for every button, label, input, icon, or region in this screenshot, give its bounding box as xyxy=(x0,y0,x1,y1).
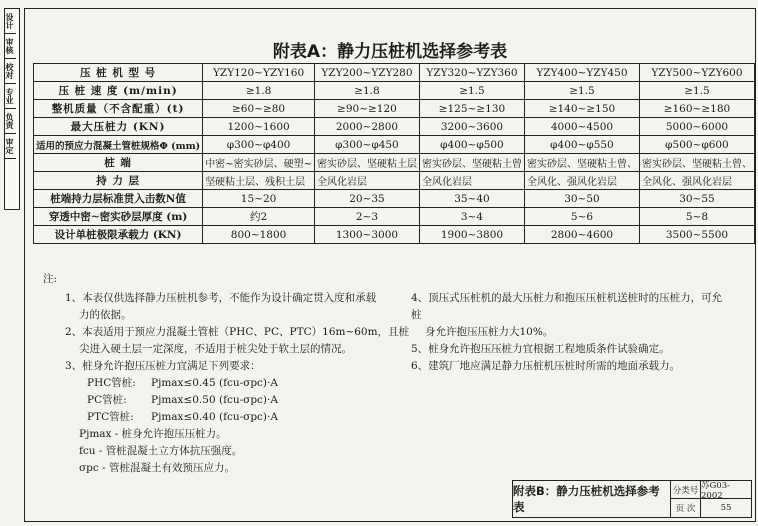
table-cell: 800~1800 xyxy=(203,226,315,244)
title-block xyxy=(512,480,752,518)
table-row xyxy=(34,154,755,172)
table-cell: ≥1.8 xyxy=(203,82,315,100)
table-cell: YZY320~YZY360 xyxy=(419,64,524,82)
row-label: 最大压桩力 (KN) xyxy=(34,118,203,136)
row-label: 整机质量（不含配重）(t) xyxy=(34,100,203,118)
strip-cell: 审定 xyxy=(5,134,16,159)
table-row xyxy=(34,226,755,244)
formula-expr: Pjmax≤0.45 (fcu-σpc)·A xyxy=(151,377,278,389)
formula-name: PHC管桩: xyxy=(87,377,136,389)
formula-row xyxy=(43,409,409,426)
note-text: 1、本表仅供选择静力压桩机参考，不能作为设计确定贯入度和承载 xyxy=(65,292,377,304)
table-cell: ≥60~≥80 xyxy=(203,100,315,118)
table-row xyxy=(34,136,755,154)
table-row xyxy=(34,100,755,118)
note-text: 力的依据。 xyxy=(79,309,132,321)
formula-expr: Pjmax≤0.40 (fcu-σpc)·A xyxy=(151,411,278,423)
table-row xyxy=(34,64,755,82)
row-label: 设计单桩极限承载力 (KN) xyxy=(34,226,203,244)
table-cell: 全风化、强风化岩层 xyxy=(524,172,639,190)
definition-text: fcu - 管桩混凝土立方体抗压强度。 xyxy=(79,445,243,457)
table-cell: YZY200~YZY280 xyxy=(314,64,419,82)
table-cell: 全风化岩层 xyxy=(314,172,419,190)
table-cell: ≥140~≥150 xyxy=(524,100,639,118)
table-cell: φ500~φ600 xyxy=(639,136,754,154)
note-text: 2、本表适用于预应力混凝土管桩（PHC、PC、PTC）16m~60m，且桩 xyxy=(65,326,410,338)
row-label: 压 桩 机 型 号 xyxy=(34,64,203,82)
strip-cell: 设计 xyxy=(5,9,16,34)
table-cell: 15~20 xyxy=(203,190,315,208)
table-cell: ≥1.5 xyxy=(419,82,524,100)
table-cell: YZY400~YZY450 xyxy=(524,64,639,82)
meta-label: 页 次 xyxy=(671,499,701,517)
strip-cell: 专业 xyxy=(5,84,16,109)
definition-text: Pjmax - 桩身允许抱压压桩力。 xyxy=(79,428,227,440)
table-cell: YZY500~YZY600 xyxy=(639,64,754,82)
table-cell: 4000~4500 xyxy=(524,118,639,136)
table-row xyxy=(34,190,755,208)
strip-cell: 负责 xyxy=(5,109,16,134)
note-text: 身允许抱压压桩力大10%。 xyxy=(425,326,554,338)
row-label: 桩 端 xyxy=(34,154,203,172)
table-cell: 30~55 xyxy=(639,190,754,208)
formula-row xyxy=(43,392,409,409)
approval-side-strip xyxy=(4,8,20,210)
meta-value: 苏G03-2002 xyxy=(701,481,751,499)
note-text: 5、桩身允许抱压压桩力宜根据工程地质条件试验确定。 xyxy=(411,343,670,355)
strip-cell: 校对 xyxy=(5,59,16,84)
table-row xyxy=(34,172,755,190)
table-cell: 全风化、强风化岩层 xyxy=(639,172,754,190)
table-cell: ≥1.5 xyxy=(524,82,639,100)
table-cell: ≥90~≥120 xyxy=(314,100,419,118)
row-label: 压 桩 速 度 (m/min) xyxy=(34,82,203,100)
note-text: 尖进入硬土层一定深度，不适用于桩尖处于软土层的情况。 xyxy=(79,343,352,355)
table-cell: 1200~1600 xyxy=(203,118,315,136)
table-cell: φ400~φ500 xyxy=(419,136,524,154)
notes-left xyxy=(43,271,409,477)
table-cell: φ400~φ550 xyxy=(524,136,639,154)
formula-name: PC管桩: xyxy=(87,394,127,406)
table-cell: 30~50 xyxy=(524,190,639,208)
note-text: 4、顶压式压桩机的最大压桩力和抱压压桩机送桩时的压桩力，可允桩 xyxy=(411,292,723,321)
table-cell: 1900~3800 xyxy=(419,226,524,244)
title-block-title: 附表B：静力压桩机选择参考表 xyxy=(513,481,671,517)
table-cell: 2~3 xyxy=(314,208,419,226)
table-cell: 中密~密实砂层、硬塑~ xyxy=(203,154,315,172)
table-cell: ≥1.5 xyxy=(639,82,754,100)
table-cell: 密实砂层、坚硬粘土层 xyxy=(314,154,419,172)
definition-text: σpc - 管桩混凝土有效预压应力。 xyxy=(79,462,235,474)
table-cell: YZY120~YZY160 xyxy=(203,64,315,82)
meta-value: 55 xyxy=(720,503,732,513)
notes-heading: 注: xyxy=(43,273,58,285)
table-cell: 3~4 xyxy=(419,208,524,226)
table-cell: ≥1.8 xyxy=(314,82,419,100)
table-cell: ≥160~≥180 xyxy=(639,100,754,118)
row-label: 适用的预应力混凝土管桩规格Φ (mm) xyxy=(34,136,203,154)
table-cell: 2000~2800 xyxy=(314,118,419,136)
strip-cell: 审核 xyxy=(5,34,16,59)
row-label: 桩端持力层标准贯入击数N值 xyxy=(34,190,203,208)
table-cell: 20~35 xyxy=(314,190,419,208)
row-label: 持 力 层 xyxy=(34,172,203,190)
formula-name: PTC管桩: xyxy=(87,411,134,423)
table-cell: φ300~φ400 xyxy=(203,136,315,154)
table-cell: 密实砂层、坚硬粘土曾、 xyxy=(524,154,639,172)
formula-expr: Pjmax≤0.50 (fcu-σpc)·A xyxy=(151,394,278,406)
row-label: 穿透中密~密实砂层厚度 (m) xyxy=(34,208,203,226)
notes-right xyxy=(411,290,731,375)
table-cell: 35~40 xyxy=(419,190,524,208)
table-row xyxy=(34,208,755,226)
table-cell: 5000~6000 xyxy=(639,118,754,136)
table-cell: 3200~3600 xyxy=(419,118,524,136)
table-cell: ≥125~≥130 xyxy=(419,100,524,118)
formula-row xyxy=(43,375,409,392)
table-cell: 5~6 xyxy=(524,208,639,226)
page-title: 附表A：静力压桩机选择参考表 xyxy=(272,42,508,62)
table-cell: 2800~4600 xyxy=(524,226,639,244)
table-cell: 坚硬粘土层、残积土层 xyxy=(203,172,315,190)
note-text: 3、桩身允许抱压压桩力宜满足下列要求： xyxy=(65,360,261,372)
pile-driver-table xyxy=(33,63,755,244)
drawing-frame xyxy=(24,8,756,522)
table-cell: 密实砂层、坚硬粘土曾、 xyxy=(639,154,754,172)
table-row xyxy=(34,82,755,100)
meta-label: 分类号 xyxy=(671,481,701,499)
table-cell: 全风化岩层 xyxy=(419,172,524,190)
table-row xyxy=(34,118,755,136)
table-cell: 3500~5500 xyxy=(639,226,754,244)
table-cell: 5~8 xyxy=(639,208,754,226)
title-block-meta xyxy=(671,481,751,517)
note-text: 6、建筑厂地应满足静力压桩机压桩时所需的地面承载力。 xyxy=(411,360,681,372)
table-cell: 密实砂层、坚硬粘土曾 xyxy=(419,154,524,172)
table-cell: φ300~φ450 xyxy=(314,136,419,154)
table-cell: 1300~3000 xyxy=(314,226,419,244)
table-cell: 约2 xyxy=(203,208,315,226)
